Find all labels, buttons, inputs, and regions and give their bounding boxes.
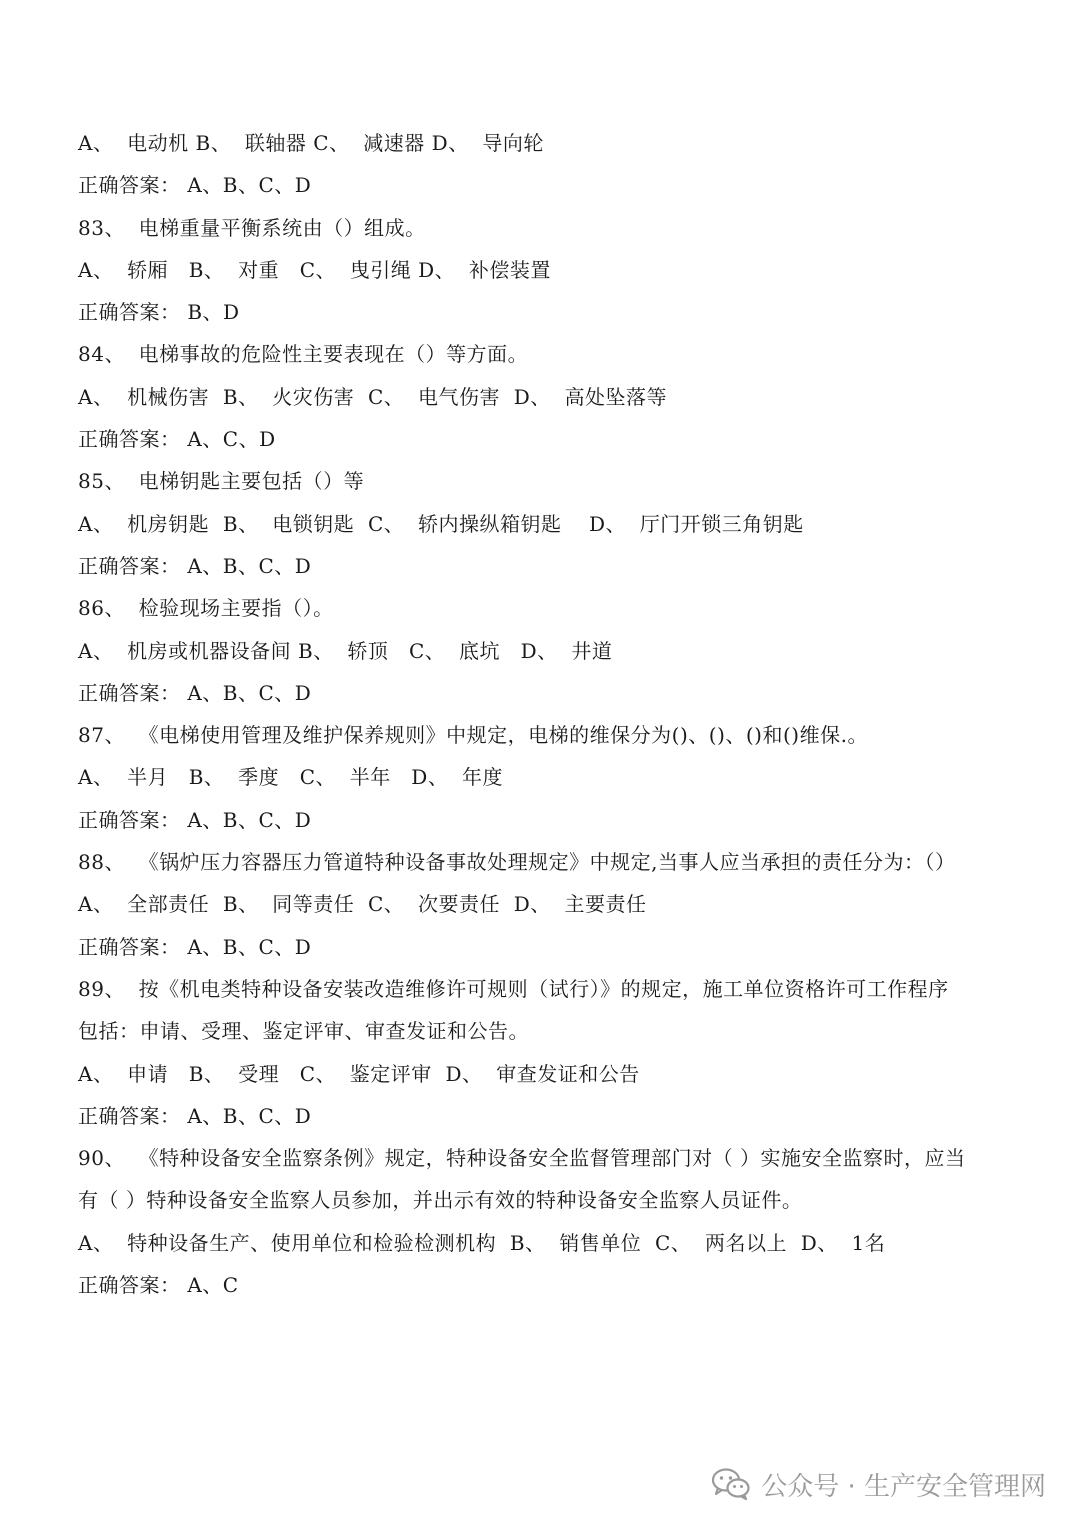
text-line: 88、 《锅炉压力容器压力管道特种设备事故处理规定》中规定,当事人应当承担的责任分为：（） <box>78 850 956 875</box>
text-line: A、 全部责任 B、 同等责任 C、 次要责任 D、 主要责任 <box>78 892 647 917</box>
text-line: 有（ ）特种设备安全监察人员参加，并出示有效的特种设备安全监察人员证件。 <box>78 1188 803 1213</box>
text-line: 89、 按《机电类特种设备安装改造维修许可规则（试行）》的规定，施工单位资格许可工作程序 <box>78 976 949 1001</box>
wechat-icon <box>711 1467 751 1501</box>
text-line: A、 机房钥匙 B、 电锁钥匙 C、 轿内操纵箱钥匙 D、 厅门开锁三角钥匙 <box>78 511 804 536</box>
text-line: A、 机房或机器设备间 B、 轿顶 C、 底坑 D、 井道 <box>78 638 613 663</box>
text-line: 正确答案： A、B、C、D <box>78 553 312 578</box>
text-line: 包括：申请、受理、鉴定评审、审查发证和公告。 <box>78 1019 529 1044</box>
text-line: 正确答案： B、D <box>78 300 240 325</box>
text-line: 85、 电梯钥匙主要包括（）等 <box>78 469 365 494</box>
text-line: A、 轿厢 B、 对重 C、 曳引绳 D、 补偿装置 <box>78 257 551 282</box>
text-line: 86、 检验现场主要指（）。 <box>78 596 334 621</box>
text-line: A、 机械伤害 B、 火灾伤害 C、 电气伤害 D、 高处坠落等 <box>78 384 667 409</box>
text-line: 90、 《特种设备安全监察条例》规定，特种设备安全监督管理部门对（ ）实施安全监察时，应当 <box>78 1146 966 1171</box>
text-line: 正确答案： A、B、C、D <box>78 807 312 832</box>
text-line: 87、 《电梯使用管理及维护保养规则》中规定，电梯的维保分为()、()、()和()维保.。 <box>78 723 868 748</box>
text-line: 正确答案： A、C、D <box>78 427 276 452</box>
text-line: 正确答案： A、B、C、D <box>78 934 312 959</box>
text-line: 正确答案： A、B、C、D <box>78 1103 312 1128</box>
text-line: A、 电动机 B、 联轴器 C、 减速器 D、 导向轮 <box>78 131 544 155</box>
text-line: A、 特种设备生产、使用单位和检验检测机构 B、 销售单位 C、 两名以上 D、 1名 <box>78 1230 886 1255</box>
watermark <box>711 1462 1046 1506</box>
text-line: 正确答案： A、B、C、D <box>78 173 312 198</box>
text-line: 正确答案： A、B、C、D <box>78 680 312 705</box>
question-list <box>78 122 1008 1306</box>
text-line: A、 申请 B、 受理 C、 鉴定评审 D、 审查发证和公告 <box>78 1061 640 1086</box>
text-line: A、 半月 B、 季度 C、 半年 D、 年度 <box>78 765 504 790</box>
text-line: 正确答案： A、C <box>78 1273 239 1298</box>
text-line: 84、 电梯事故的危险性主要表现在（）等方面。 <box>78 342 529 367</box>
watermark-text: 公众号 · 生产安全管理网 <box>761 1471 1046 1502</box>
text-line: 83、 电梯重量平衡系统由（）组成。 <box>78 215 426 240</box>
